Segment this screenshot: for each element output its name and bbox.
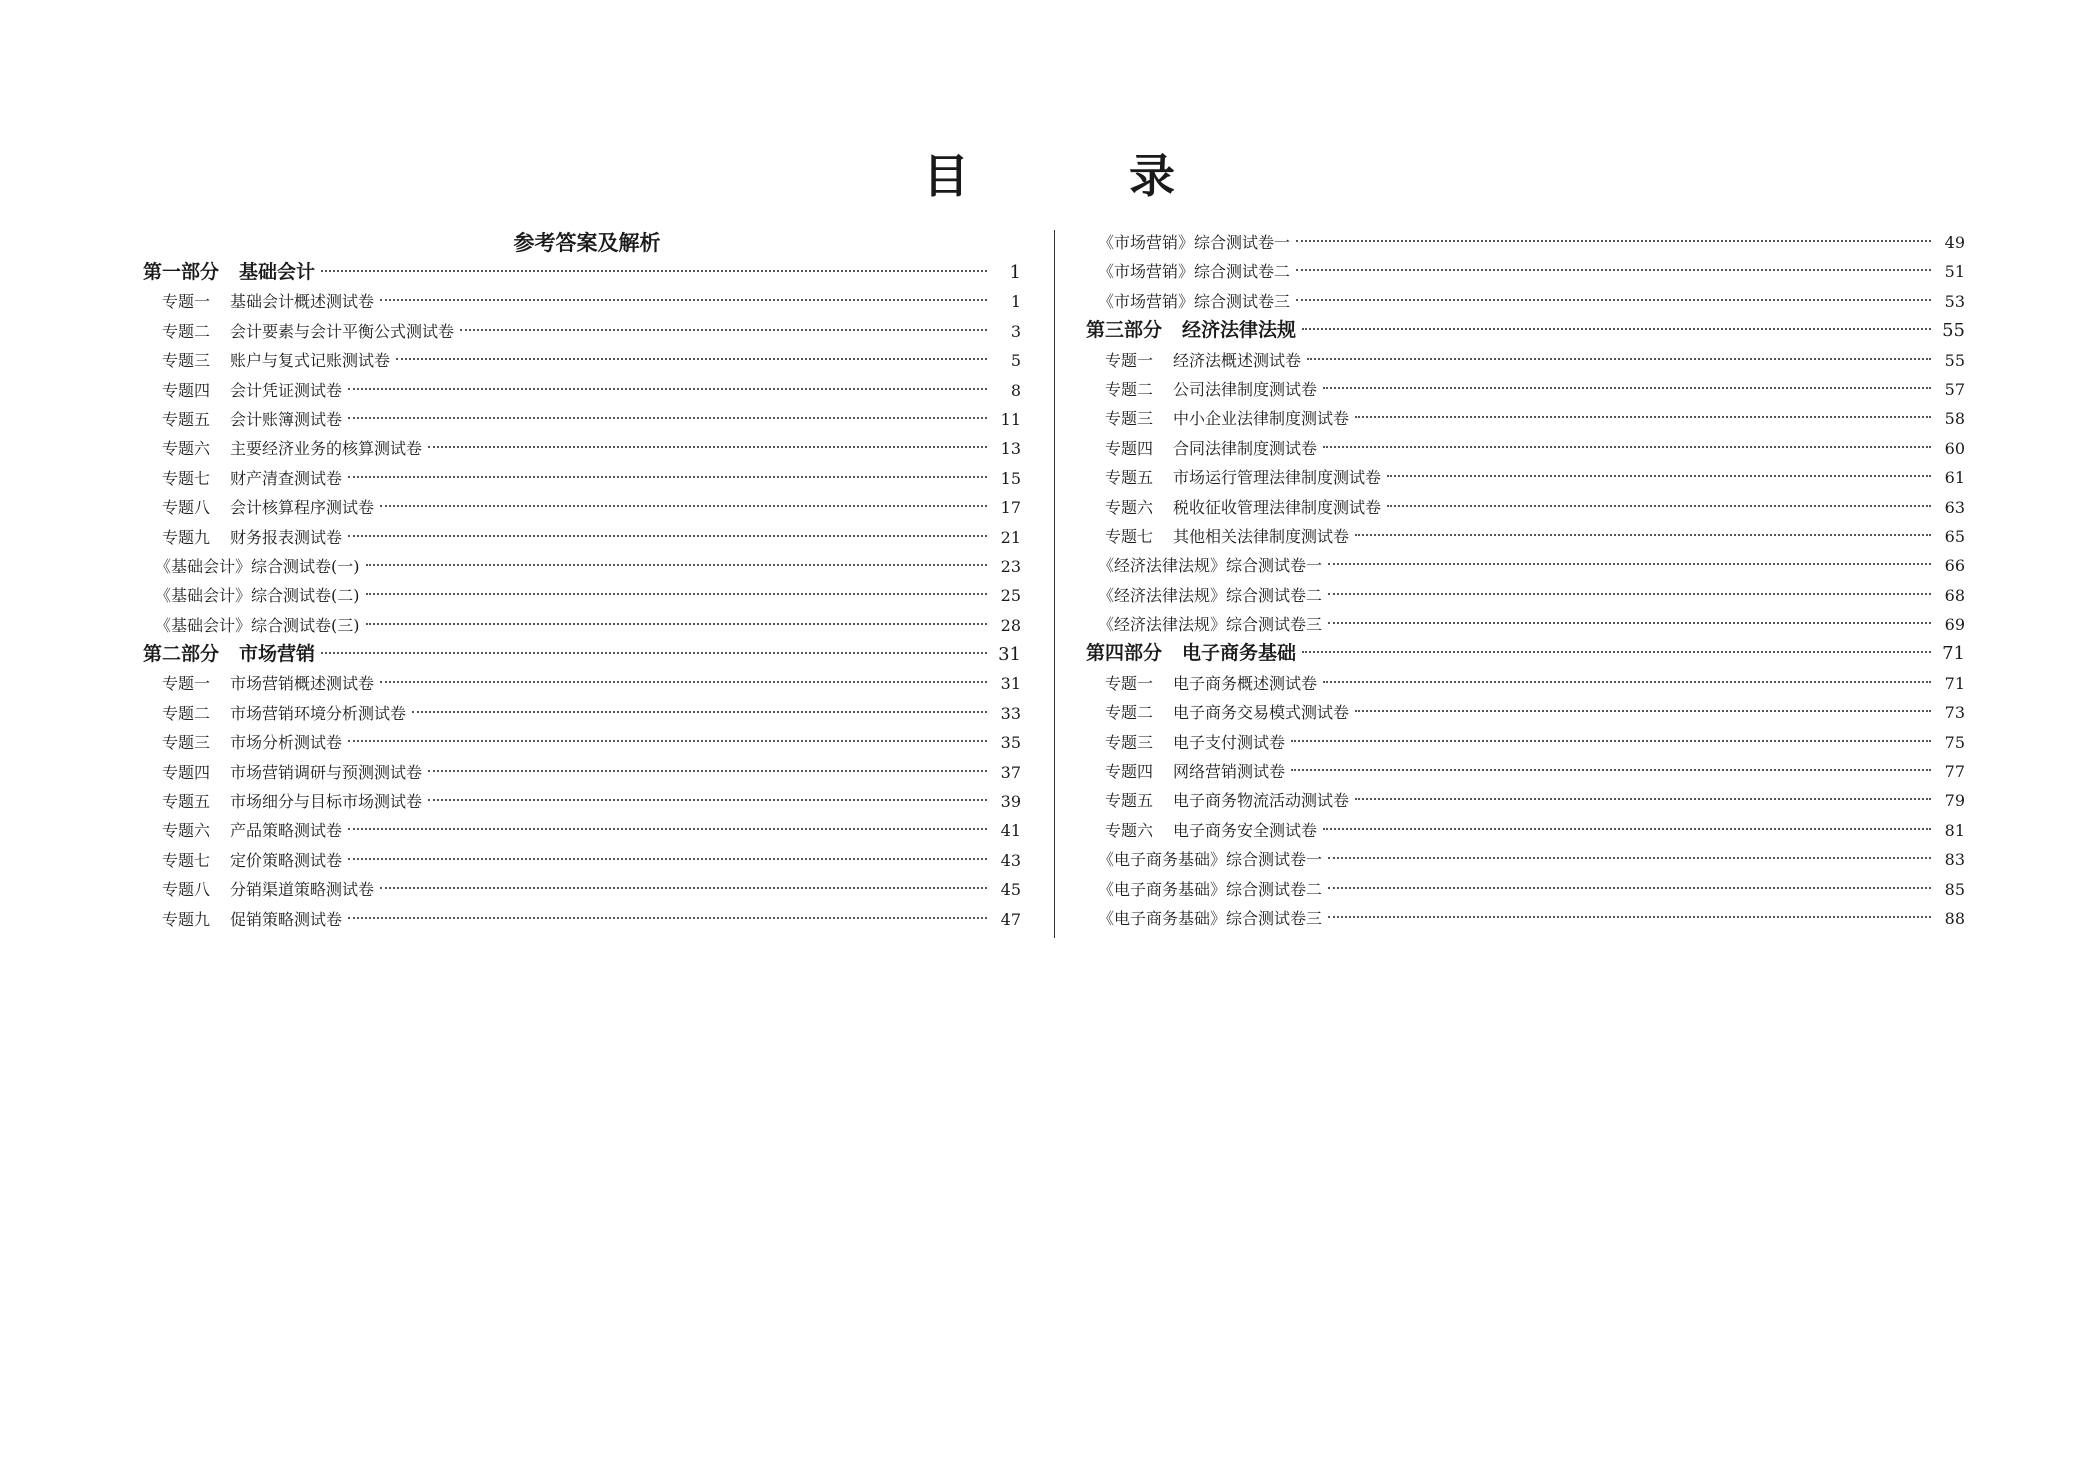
entry-title: 主要经济业务的核算测试卷 xyxy=(230,439,423,459)
entry-number: 专题七 xyxy=(1105,526,1154,546)
dot-leader xyxy=(1291,769,1931,771)
entry-number: 第四部分 xyxy=(1086,642,1163,665)
toc-topic-entry xyxy=(143,317,1021,346)
toc-topic-entry xyxy=(143,905,1021,934)
page-title: 目 录 xyxy=(922,149,1247,203)
dot-leader xyxy=(380,681,987,683)
entry-number: 专题六 xyxy=(162,439,211,459)
entry-number: 专题五 xyxy=(1105,468,1154,488)
toc-topic-entry xyxy=(143,287,1021,316)
toc-topic-entry xyxy=(143,376,1021,405)
dot-leader xyxy=(380,887,987,889)
dot-leader xyxy=(348,535,987,537)
toc-part-entry xyxy=(1086,316,1965,345)
toc-test-entry xyxy=(1086,551,1965,580)
entry-title: 电子商务物流活动测试卷 xyxy=(1173,791,1350,811)
dot-leader xyxy=(380,299,987,301)
page-number: 43 xyxy=(1000,850,1021,870)
entry-number: 专题七 xyxy=(162,850,211,870)
dot-leader xyxy=(412,711,987,713)
entry-title: 基础会计概述测试卷 xyxy=(230,292,375,312)
entry-title: 其他相关法律制度测试卷 xyxy=(1173,526,1350,546)
page-number: 41 xyxy=(1000,821,1021,841)
page-number: 15 xyxy=(1000,468,1021,488)
entry-title: 电子商务概述测试卷 xyxy=(1173,673,1318,693)
toc-topic-entry xyxy=(143,434,1021,463)
page-number: 35 xyxy=(1000,733,1021,753)
dot-leader xyxy=(1387,475,1931,477)
page-number: 1 xyxy=(1010,292,1021,312)
dot-leader xyxy=(428,446,987,448)
entry-title: 公司法律制度测试卷 xyxy=(1173,379,1318,399)
page-number: 5 xyxy=(1010,351,1021,371)
entry-title: 《基础会计》综合测试卷(二) xyxy=(155,586,360,606)
entry-number: 专题八 xyxy=(162,880,211,900)
dot-leader xyxy=(348,917,987,919)
page-number: 88 xyxy=(1944,908,1965,928)
entry-title: 账户与复式记账测试卷 xyxy=(230,351,391,371)
toc-topic-entry xyxy=(143,875,1021,904)
entry-number: 第二部分 xyxy=(143,643,220,666)
dot-leader xyxy=(1355,710,1931,712)
toc-topic-entry xyxy=(1086,375,1965,404)
page-number: 31 xyxy=(998,644,1021,666)
entry-number: 专题一 xyxy=(162,674,211,694)
entry-title: 中小企业法律制度测试卷 xyxy=(1173,409,1350,429)
page-number: 73 xyxy=(1944,703,1965,723)
dot-leader xyxy=(1355,416,1931,418)
entry-title: 《经济法律法规》综合测试卷三 xyxy=(1098,615,1323,635)
entry-title: 网络营销测试卷 xyxy=(1173,762,1286,782)
entry-title: 《经济法律法规》综合测试卷一 xyxy=(1098,556,1323,576)
toc-list-right xyxy=(1086,228,1965,933)
dot-leader xyxy=(366,564,988,566)
toc-topic-entry xyxy=(143,464,1021,493)
entry-title: 合同法律制度测试卷 xyxy=(1173,438,1318,458)
dot-leader xyxy=(348,417,987,419)
dot-leader xyxy=(321,652,987,654)
entry-number: 专题三 xyxy=(162,351,211,371)
entry-number: 专题三 xyxy=(1105,732,1154,752)
toc-topic-entry xyxy=(1086,493,1965,522)
entry-number: 专题三 xyxy=(162,733,211,753)
page-number: 17 xyxy=(1000,498,1021,518)
entry-title: 定价策略测试卷 xyxy=(230,850,343,870)
toc-topic-entry xyxy=(1086,346,1965,375)
dot-leader xyxy=(428,799,987,801)
entry-title: 《电子商务基础》综合测试卷三 xyxy=(1098,908,1323,928)
entry-title: 会计账簿测试卷 xyxy=(230,409,343,429)
entry-number: 专题八 xyxy=(162,498,211,518)
entry-number: 第一部分 xyxy=(143,261,220,283)
page-number: 79 xyxy=(1944,791,1965,811)
entry-number: 第三部分 xyxy=(1086,319,1163,342)
page-number: 45 xyxy=(1000,880,1021,900)
entry-title: 《基础会计》综合测试卷(一) xyxy=(155,556,360,576)
toc-part-entry xyxy=(143,640,1021,669)
page-number: 85 xyxy=(1944,879,1965,899)
toc-topic-entry xyxy=(143,816,1021,845)
page-number: 57 xyxy=(1944,379,1965,399)
dot-leader xyxy=(1355,534,1931,536)
page-number: 11 xyxy=(1000,409,1021,429)
page-number: 66 xyxy=(1944,556,1965,576)
column-divider xyxy=(1054,230,1055,938)
entry-number: 专题六 xyxy=(162,821,211,841)
entry-title: 《市场营销》综合测试卷二 xyxy=(1098,262,1291,282)
toc-right-column xyxy=(1086,228,1965,933)
toc-topic-entry xyxy=(1086,463,1965,492)
entry-number: 专题二 xyxy=(162,321,211,341)
toc-part-entry xyxy=(1086,639,1965,668)
toc-topic-entry xyxy=(143,493,1021,522)
entry-number: 专题五 xyxy=(162,409,211,429)
toc-topic-entry xyxy=(143,728,1021,757)
page-number: 53 xyxy=(1944,291,1965,311)
dot-leader xyxy=(1328,916,1931,918)
entry-title: 税收征收管理法律制度测试卷 xyxy=(1173,497,1382,517)
entry-number: 专题七 xyxy=(162,468,211,488)
entry-title: 市场营销环境分析测试卷 xyxy=(230,703,407,723)
toc-topic-entry xyxy=(1086,698,1965,727)
entry-number: 专题六 xyxy=(1105,497,1154,517)
dot-leader xyxy=(1323,681,1931,683)
dot-leader xyxy=(1355,798,1931,800)
dot-leader xyxy=(366,593,988,595)
entry-title: 会计核算程序测试卷 xyxy=(230,498,375,518)
dot-leader xyxy=(1328,857,1931,859)
dot-leader xyxy=(366,623,988,625)
entry-title: 基础会计 xyxy=(239,261,316,283)
dot-leader xyxy=(348,476,987,478)
entry-title: 经济法概述测试卷 xyxy=(1173,350,1302,370)
page-number: 28 xyxy=(1000,615,1021,635)
entry-title: 市场营销概述测试卷 xyxy=(230,674,375,694)
dot-leader xyxy=(1323,387,1931,389)
entry-number: 专题五 xyxy=(162,792,211,812)
toc-topic-entry xyxy=(143,405,1021,434)
dot-leader xyxy=(1328,593,1931,595)
entry-number: 专题二 xyxy=(1105,379,1154,399)
section-heading: 参考答案及解析 xyxy=(513,231,661,255)
entry-title: 《经济法律法规》综合测试卷二 xyxy=(1098,585,1323,605)
page-number: 33 xyxy=(1000,703,1021,723)
entry-title: 《市场营销》综合测试卷一 xyxy=(1098,233,1291,252)
entry-title: 经济法律法规 xyxy=(1182,319,1297,342)
entry-number: 专题四 xyxy=(162,762,211,782)
dot-leader xyxy=(1323,446,1931,448)
page-number: 21 xyxy=(1000,527,1021,547)
entry-number: 专题九 xyxy=(162,909,211,929)
entry-title: 财产清查测试卷 xyxy=(230,468,343,488)
toc-topic-entry xyxy=(1086,404,1965,433)
entry-title: 电子商务安全测试卷 xyxy=(1173,820,1318,840)
dot-leader xyxy=(1328,622,1931,624)
dot-leader xyxy=(428,770,987,772)
dot-leader xyxy=(1302,651,1931,653)
entry-number: 专题一 xyxy=(1105,673,1154,693)
page-number: 51 xyxy=(1944,262,1965,282)
page-number: 83 xyxy=(1944,850,1965,870)
toc-left-column xyxy=(143,228,1021,934)
toc-test-entry xyxy=(143,581,1021,610)
dot-leader xyxy=(1296,269,1931,271)
toc-topic-entry xyxy=(143,699,1021,728)
dot-leader xyxy=(1296,240,1931,242)
entry-title: 《电子商务基础》综合测试卷二 xyxy=(1098,879,1323,899)
dot-leader xyxy=(460,329,987,331)
entry-title: 电子支付测试卷 xyxy=(1173,732,1286,752)
dot-leader xyxy=(1387,505,1931,507)
toc-test-entry xyxy=(143,611,1021,640)
page-number: 13 xyxy=(1000,439,1021,459)
dot-leader xyxy=(321,270,987,272)
page-number: 71 xyxy=(1942,643,1965,665)
dot-leader xyxy=(1323,828,1931,830)
dot-leader xyxy=(348,858,987,860)
page-number: 3 xyxy=(1010,321,1021,341)
entry-number: 专题一 xyxy=(162,292,211,312)
page-number: 81 xyxy=(1944,820,1965,840)
entry-title: 财务报表测试卷 xyxy=(230,527,343,547)
entry-title: 市场分析测试卷 xyxy=(230,733,343,753)
toc-topic-entry xyxy=(143,787,1021,816)
page-number: 75 xyxy=(1944,732,1965,752)
page-number: 31 xyxy=(1000,674,1021,694)
page-number: 23 xyxy=(1000,556,1021,576)
toc-test-entry xyxy=(1086,287,1965,316)
toc-test-entry xyxy=(1086,845,1965,874)
page-number: 63 xyxy=(1944,497,1965,517)
toc-topic-entry xyxy=(1086,786,1965,815)
entry-number: 专题四 xyxy=(162,380,211,400)
page-number: 65 xyxy=(1944,526,1965,546)
page-number: 55 xyxy=(1942,320,1965,342)
page-number: 49 xyxy=(1944,233,1965,252)
page-number: 69 xyxy=(1944,615,1965,635)
toc-test-entry xyxy=(1086,610,1965,639)
toc-test-entry xyxy=(1086,257,1965,286)
entry-number: 专题三 xyxy=(1105,409,1154,429)
dot-leader xyxy=(1291,740,1931,742)
entry-title: 市场细分与目标市场测试卷 xyxy=(230,792,423,812)
toc-topic-entry xyxy=(143,846,1021,875)
entry-title: 市场营销调研与预测测试卷 xyxy=(230,762,423,782)
entry-number: 专题二 xyxy=(1105,703,1154,723)
dot-leader xyxy=(1307,358,1931,360)
dot-leader xyxy=(1328,887,1931,889)
toc-topic-entry xyxy=(143,758,1021,787)
dot-leader xyxy=(348,828,987,830)
page-number: 47 xyxy=(1000,909,1021,929)
toc-test-entry xyxy=(143,552,1021,581)
toc-topic-entry xyxy=(1086,728,1965,757)
page-number: 68 xyxy=(1944,585,1965,605)
toc-topic-entry xyxy=(1086,816,1965,845)
dot-leader xyxy=(348,388,987,390)
entry-title: 分销渠道策略测试卷 xyxy=(230,880,375,900)
toc-part-entry xyxy=(143,258,1021,287)
dot-leader xyxy=(1328,563,1931,565)
entry-number: 专题四 xyxy=(1105,762,1154,782)
toc-test-entry xyxy=(1086,581,1965,610)
toc-topic-entry xyxy=(1086,669,1965,698)
entry-number: 专题一 xyxy=(1105,350,1154,370)
dot-leader xyxy=(1296,299,1931,301)
entry-title: 市场运行管理法律制度测试卷 xyxy=(1173,468,1382,488)
entry-number: 专题五 xyxy=(1105,791,1154,811)
entry-title: 《市场营销》综合测试卷三 xyxy=(1098,291,1291,311)
page-number: 8 xyxy=(1010,380,1021,400)
entry-title: 《电子商务基础》综合测试卷一 xyxy=(1098,850,1323,870)
toc-topic-entry xyxy=(143,523,1021,552)
entry-title: 会计要素与会计平衡公式测试卷 xyxy=(230,321,455,341)
page-number: 25 xyxy=(1000,586,1021,606)
page-number: 77 xyxy=(1944,762,1965,782)
entry-number: 专题六 xyxy=(1105,820,1154,840)
entry-title: 促销策略测试卷 xyxy=(230,909,343,929)
toc-test-entry xyxy=(1086,904,1965,933)
entry-title: 《基础会计》综合测试卷(三) xyxy=(155,615,360,635)
page-number: 71 xyxy=(1944,673,1965,693)
toc-topic-entry xyxy=(143,669,1021,698)
toc-test-entry xyxy=(1086,875,1965,904)
page-number: 61 xyxy=(1944,468,1965,488)
toc-topic-entry xyxy=(1086,757,1965,786)
entry-title: 电子商务基础 xyxy=(1182,642,1297,665)
entry-number: 专题四 xyxy=(1105,438,1154,458)
page-number: 60 xyxy=(1944,438,1965,458)
page-number: 1 xyxy=(1009,262,1021,283)
toc-list-left xyxy=(143,258,1021,934)
entry-title: 产品策略测试卷 xyxy=(230,821,343,841)
toc-topic-entry xyxy=(1086,522,1965,551)
toc-test-entry xyxy=(1086,228,1965,257)
entry-title: 会计凭证测试卷 xyxy=(230,380,343,400)
entry-title: 电子商务交易模式测试卷 xyxy=(1173,703,1350,723)
entry-title: 市场营销 xyxy=(239,643,316,666)
page-number: 55 xyxy=(1944,350,1965,370)
dot-leader xyxy=(396,358,987,360)
page-number: 39 xyxy=(1000,792,1021,812)
dot-leader xyxy=(1302,328,1931,330)
page-number: 58 xyxy=(1944,409,1965,429)
entry-number: 专题二 xyxy=(162,703,211,723)
dot-leader xyxy=(348,740,987,742)
entry-number: 专题九 xyxy=(162,527,211,547)
toc-topic-entry xyxy=(1086,434,1965,463)
toc-topic-entry xyxy=(143,346,1021,375)
dot-leader xyxy=(380,505,987,507)
page-number: 37 xyxy=(1000,762,1021,782)
